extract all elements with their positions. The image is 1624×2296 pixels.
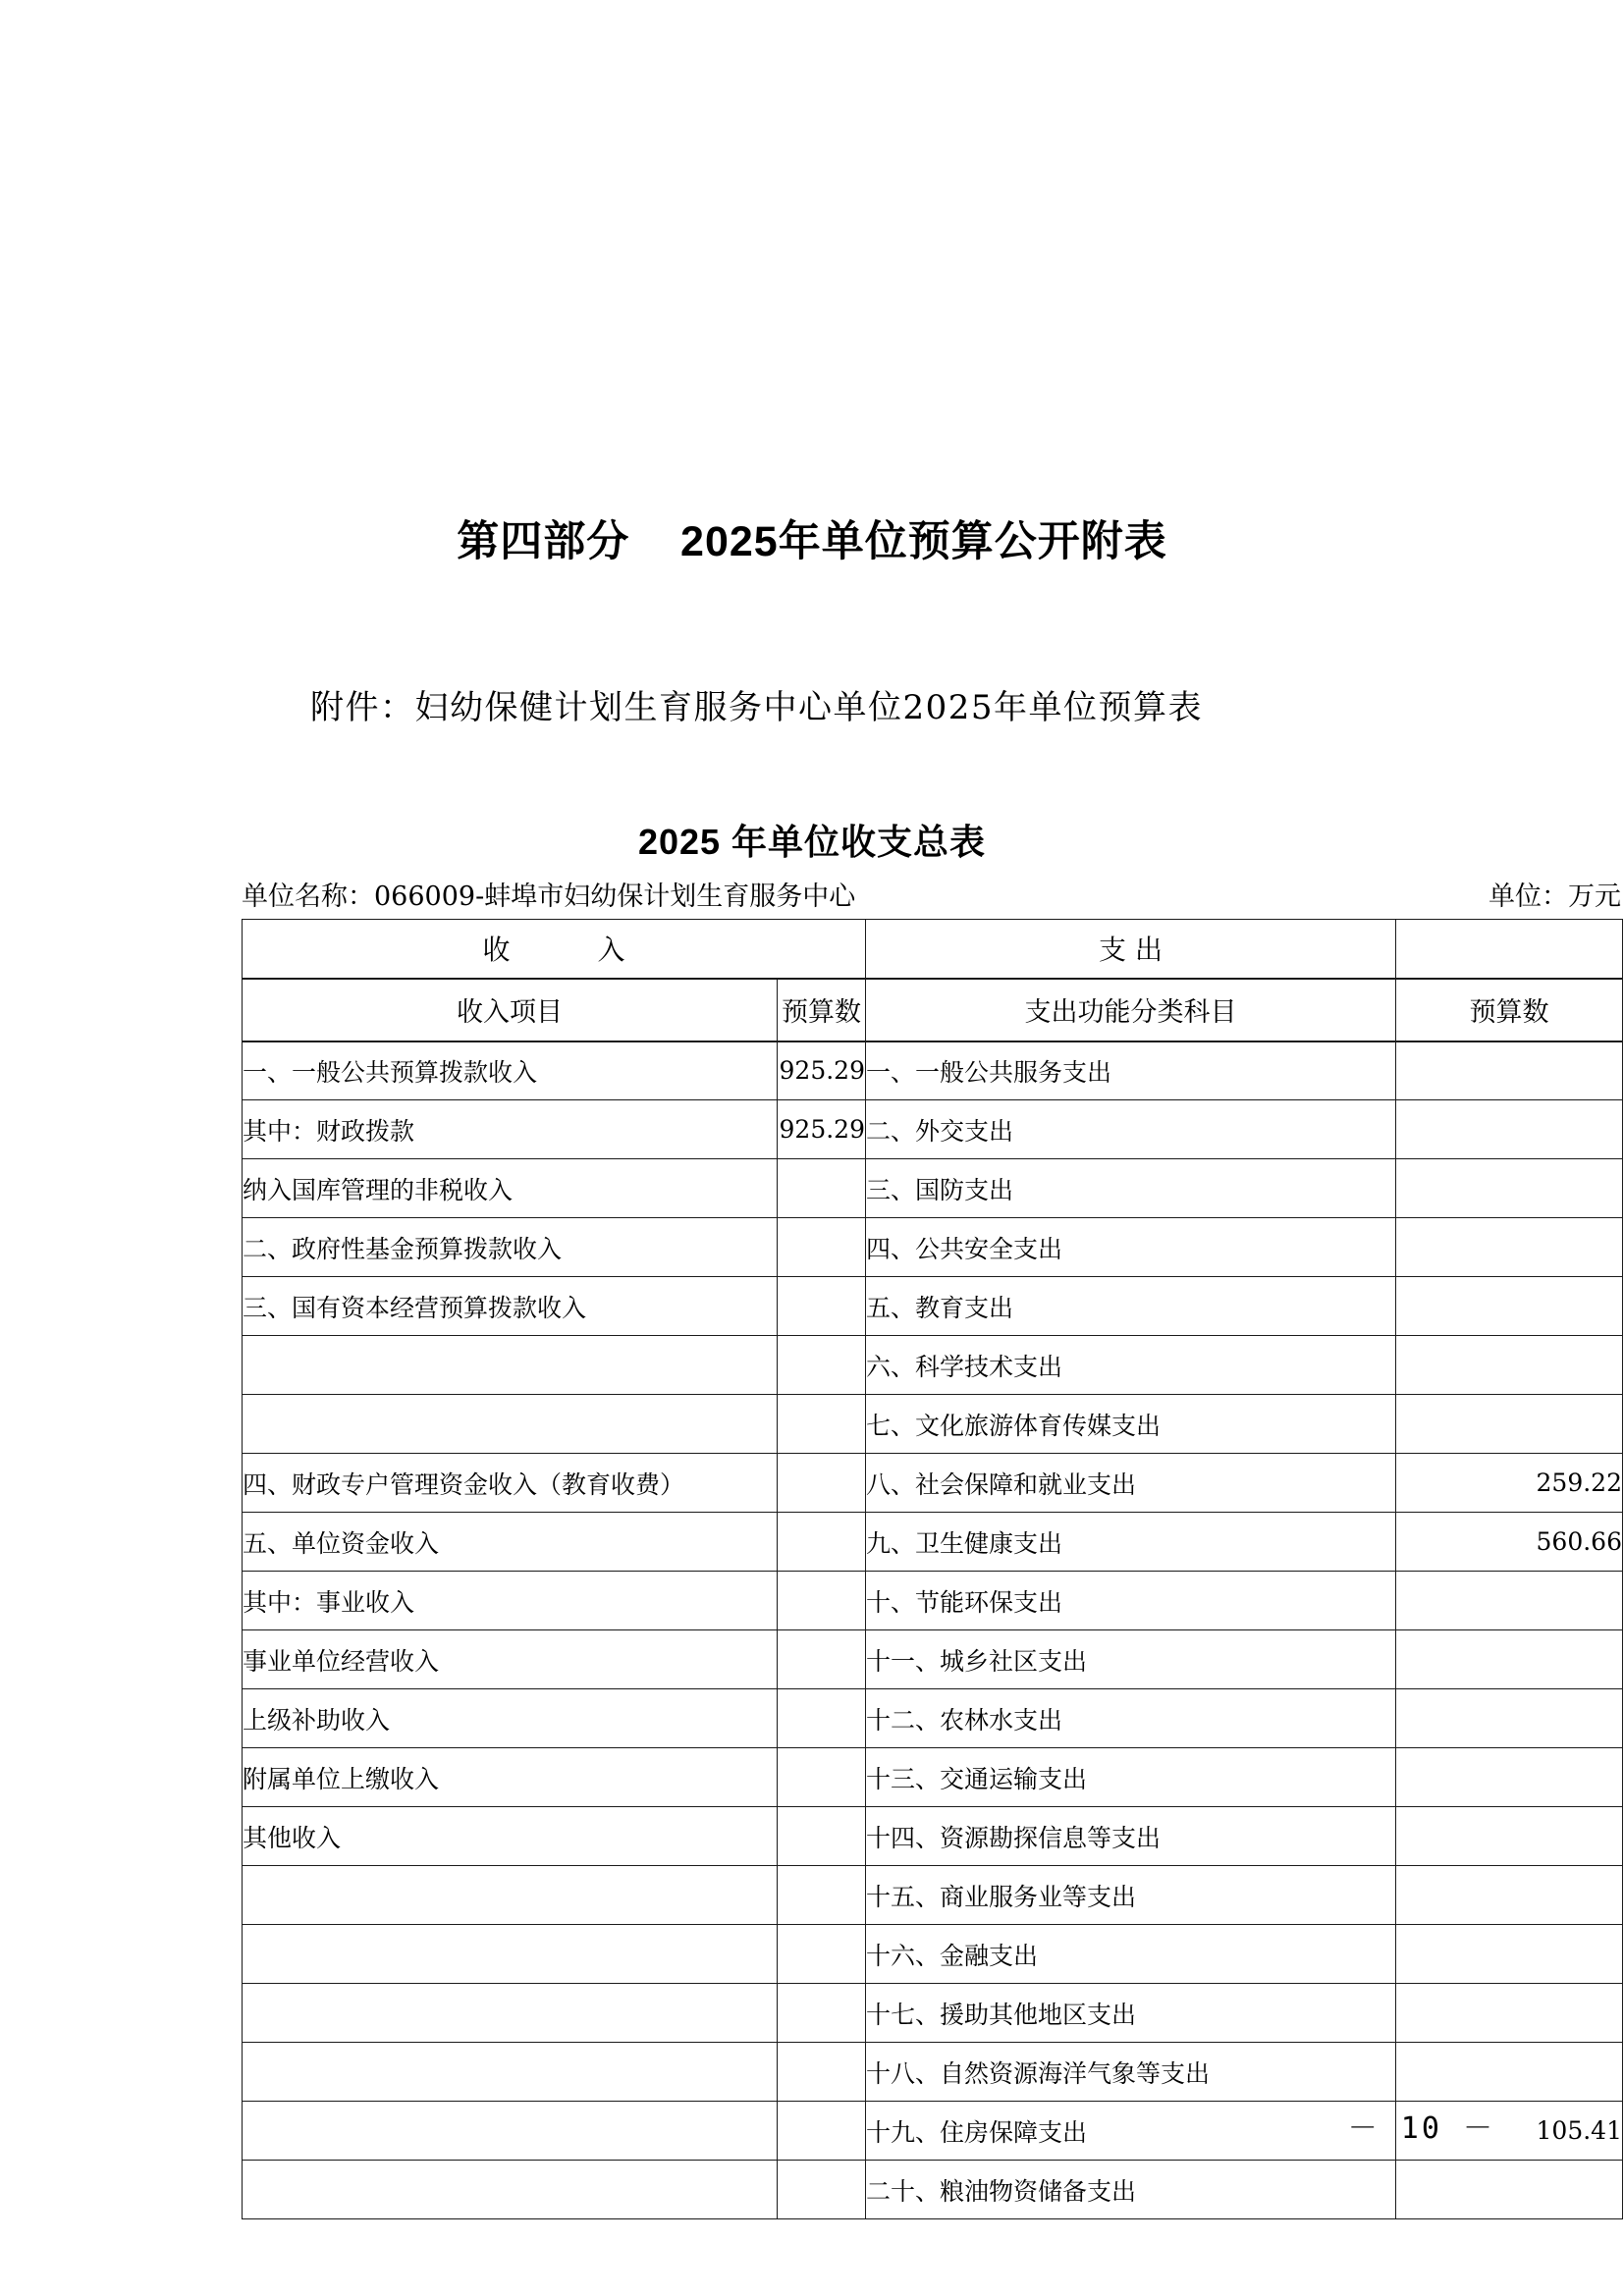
table-row — [243, 1041, 1623, 1100]
income-item-cell: 一、一般公共预算拨款收入 — [243, 1041, 778, 1100]
income-item-cell: 三、国有资本经营预算拨款收入 — [243, 1277, 778, 1336]
part-title: 第四部分 2025年单位预算公开附表 — [457, 518, 1167, 565]
table-row — [243, 1513, 1623, 1572]
table-row — [243, 1100, 1623, 1159]
income-item-cell — [243, 2161, 778, 2219]
table-row — [243, 2043, 1623, 2102]
income-budget-cell — [778, 1630, 866, 1689]
table-row — [243, 1395, 1623, 1454]
income-item-cell: 其他收入 — [243, 1807, 778, 1866]
table-row — [243, 1748, 1623, 1807]
income-budget-cell — [778, 2043, 866, 2102]
expenditure-item-cell: 三、国防支出 — [866, 1159, 1396, 1218]
expenditure-budget-cell — [1396, 2161, 1623, 2219]
income-budget-cell: 925.29 — [778, 1041, 866, 1100]
group-header-income-label: 收 入 — [482, 934, 665, 967]
income-budget-cell — [778, 1277, 866, 1336]
income-item-cell — [243, 1395, 778, 1454]
table-row — [243, 1984, 1623, 2043]
table-row — [243, 1807, 1623, 1866]
income-item-cell: 四、财政专户管理资金收入（教育收费） — [243, 1454, 778, 1513]
attachment-line: 附件：妇幼保健计划生育服务中心单位2025年单位预算表 — [310, 688, 1204, 727]
table-row — [243, 1277, 1623, 1336]
budget-summary-table — [242, 919, 1623, 2219]
expenditure-budget-cell — [1396, 1630, 1623, 1689]
table-row — [243, 1925, 1623, 1984]
income-item-cell — [243, 1925, 778, 1984]
expenditure-budget-cell — [1396, 2043, 1623, 2102]
expenditure-item-cell: 十七、援助其他地区支出 — [866, 1984, 1396, 2043]
expenditure-item-cell: 一、一般公共服务支出 — [866, 1041, 1396, 1100]
column-header-income-item: 收入项目 — [243, 979, 778, 1041]
group-header-expenditure-item — [866, 920, 1396, 979]
table-column-header-row — [243, 979, 1623, 1041]
expenditure-item-cell: 十、节能环保支出 — [866, 1572, 1396, 1630]
income-item-cell: 纳入国库管理的非税收入 — [243, 1159, 778, 1218]
column-header-expenditure-budget: 预算数 — [1396, 979, 1623, 1041]
income-item-cell: 二、政府性基金预算拨款收入 — [243, 1218, 778, 1277]
income-item-cell — [243, 1336, 778, 1395]
expenditure-item-cell: 五、教育支出 — [866, 1277, 1396, 1336]
expenditure-item-cell: 二、外交支出 — [866, 1100, 1396, 1159]
income-item-cell: 附属单位上缴收入 — [243, 1748, 778, 1807]
income-budget-cell: 925.29 — [778, 1100, 866, 1159]
expenditure-budget-cell — [1396, 1041, 1623, 1100]
expenditure-budget-cell: 105.41 — [1396, 2102, 1623, 2161]
income-budget-cell — [778, 1807, 866, 1866]
expenditure-item-cell: 十三、交通运输支出 — [866, 1748, 1396, 1807]
expenditure-budget-cell — [1396, 1277, 1623, 1336]
table-row — [243, 1866, 1623, 1925]
expenditure-item-cell: 十四、资源勘探信息等支出 — [866, 1807, 1396, 1866]
expenditure-item-cell: 二十、粮油物资储备支出 — [866, 2161, 1396, 2219]
expenditure-budget-cell — [1396, 1100, 1623, 1159]
table-row — [243, 2161, 1623, 2219]
expenditure-item-cell: 十八、自然资源海洋气象等支出 — [866, 2043, 1396, 2102]
expenditure-budget-cell — [1396, 1689, 1623, 1748]
expenditure-item-cell: 十六、金融支出 — [866, 1925, 1396, 1984]
expenditure-budget-cell — [1396, 1218, 1623, 1277]
expenditure-item-cell: 四、公共安全支出 — [866, 1218, 1396, 1277]
income-budget-cell — [778, 1336, 866, 1395]
table-caption: 2025 年单位收支总表 — [637, 822, 987, 862]
group-header-expenditure-num — [1396, 920, 1623, 979]
income-item-cell: 其中：财政拨款 — [243, 1100, 778, 1159]
income-budget-cell — [778, 1454, 866, 1513]
expenditure-budget-cell — [1396, 1925, 1623, 1984]
expenditure-item-cell: 八、社会保障和就业支出 — [866, 1454, 1396, 1513]
expenditure-item-cell: 十九、住房保障支出 — [866, 2102, 1396, 2161]
amount-unit-label: 单位：万元 — [1489, 881, 1621, 912]
expenditure-item-cell: 七、文化旅游体育传媒支出 — [866, 1395, 1396, 1454]
income-item-cell: 五、单位资金收入 — [243, 1513, 778, 1572]
expenditure-budget-cell: 259.22 — [1396, 1454, 1623, 1513]
income-budget-cell — [778, 1572, 866, 1630]
income-budget-cell — [778, 2161, 866, 2219]
income-item-cell: 上级补助收入 — [243, 1689, 778, 1748]
income-budget-cell — [778, 1395, 866, 1454]
expenditure-budget-cell — [1396, 1336, 1623, 1395]
table-row — [243, 1572, 1623, 1630]
table-row — [243, 1336, 1623, 1395]
income-budget-cell — [778, 1748, 866, 1807]
income-item-cell: 事业单位经营收入 — [243, 1630, 778, 1689]
expenditure-budget-cell — [1396, 1807, 1623, 1866]
expenditure-budget-cell — [1396, 1395, 1623, 1454]
expenditure-budget-cell — [1396, 1748, 1623, 1807]
expenditure-budget-cell — [1396, 1866, 1623, 1925]
table-group-header-row — [243, 920, 1623, 979]
expenditure-budget-cell: 560.66 — [1396, 1513, 1623, 1572]
expenditure-budget-cell — [1396, 1572, 1623, 1630]
group-header-expenditure-label: 支 出 — [1099, 934, 1163, 967]
table-meta-row — [242, 881, 1623, 914]
expenditure-item-cell: 十二、农林水支出 — [866, 1689, 1396, 1748]
table-row — [243, 1454, 1623, 1513]
income-budget-cell — [778, 1159, 866, 1218]
income-budget-cell — [778, 1689, 866, 1748]
column-header-expenditure-item: 支出功能分类科目 — [866, 979, 1396, 1041]
income-item-cell — [243, 1866, 778, 1925]
table-row — [243, 1689, 1623, 1748]
page-number: － 10 － — [1347, 2111, 1495, 2146]
expenditure-item-cell: 十五、商业服务业等支出 — [866, 1866, 1396, 1925]
income-budget-cell — [778, 1984, 866, 2043]
expenditure-item-cell: 九、卫生健康支出 — [866, 1513, 1396, 1572]
income-budget-cell — [778, 1866, 866, 1925]
income-budget-cell — [778, 1925, 866, 1984]
expenditure-budget-cell — [1396, 1984, 1623, 2043]
expenditure-item-cell: 六、科学技术支出 — [866, 1336, 1396, 1395]
unit-name-label: 单位名称：066009-蚌埠市妇幼保计划生育服务中心 — [242, 881, 856, 912]
expenditure-budget-cell — [1396, 1159, 1623, 1218]
table-row — [243, 1159, 1623, 1218]
income-budget-cell — [778, 1218, 866, 1277]
column-header-income-budget: 预算数 — [778, 979, 866, 1041]
table-body — [243, 1041, 1623, 2219]
table-row — [243, 1630, 1623, 1689]
group-header-income — [243, 920, 866, 979]
table-row — [243, 1218, 1623, 1277]
income-item-cell: 其中：事业收入 — [243, 1572, 778, 1630]
income-budget-cell — [778, 1513, 866, 1572]
income-item-cell — [243, 1984, 778, 2043]
income-item-cell — [243, 2043, 778, 2102]
expenditure-item-cell: 十一、城乡社区支出 — [866, 1630, 1396, 1689]
